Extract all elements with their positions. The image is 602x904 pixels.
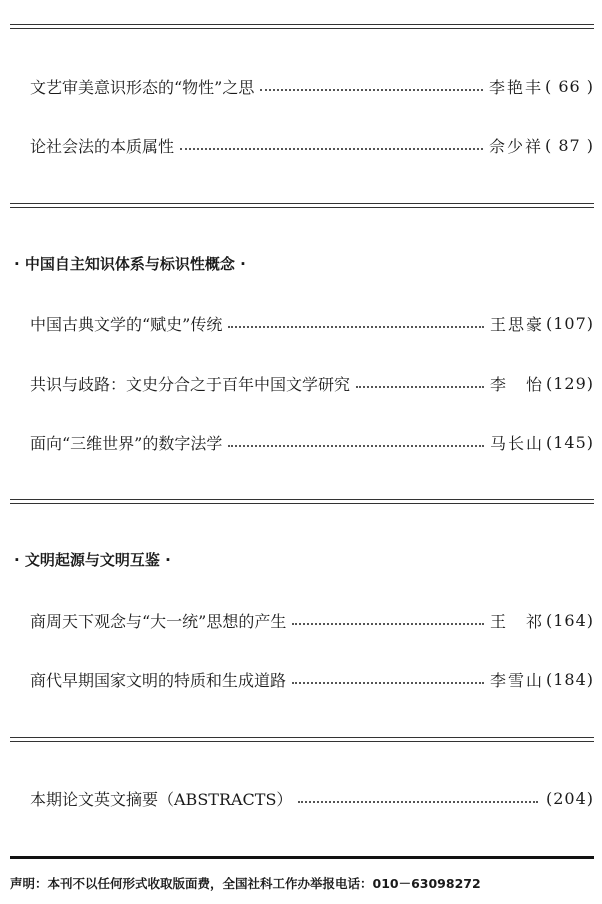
entry-title: 面向“三维世界”的数字法学: [30, 433, 223, 453]
toc-entry[interactable]: [30, 132, 594, 158]
toc-entry[interactable]: [30, 73, 594, 99]
entry-title: 中国古典文学的“赋史”传统: [30, 314, 223, 334]
entry-author: 佘少祥: [488, 136, 543, 156]
entry-page: ( 66 ): [544, 76, 594, 96]
section-heading: · 文明起源与文明互鉴 ·: [14, 550, 171, 569]
dot-leader: [260, 89, 483, 91]
toc-entry[interactable]: [30, 370, 594, 396]
dot-leader: [228, 445, 484, 447]
entry-title: 商周天下观念与“大一统”思想的产生: [30, 611, 287, 631]
section-divider-rule: [10, 203, 594, 208]
section-divider-rule: [10, 499, 594, 504]
entry-page: (145): [545, 432, 594, 452]
entry-title: 商代早期国家文明的特质和生成道路: [30, 670, 287, 690]
entry-author: 李艳丰: [488, 77, 543, 97]
dot-leader: [356, 386, 484, 388]
toc-entry[interactable]: [30, 429, 594, 455]
toc-entry[interactable]: [30, 666, 594, 692]
entry-page: (164): [545, 610, 594, 630]
footer-statement: 声明：本刊不以任何形式收取版面费，全国社科工作办举报电话：010－63098272: [10, 876, 481, 891]
toc-entry[interactable]: [30, 310, 594, 336]
section-heading: · 中国自主知识体系与标识性概念 ·: [14, 254, 246, 273]
entry-author: 李雪山: [489, 670, 544, 690]
entry-page: (107): [545, 313, 594, 333]
entry-page: (184): [545, 669, 594, 689]
dot-leader: [180, 148, 483, 150]
entry-page: (204): [545, 788, 594, 808]
section-divider-rule: [10, 737, 594, 742]
toc-entry[interactable]: [30, 607, 594, 633]
entry-author: 王 祁: [489, 611, 544, 631]
dot-leader: [292, 682, 484, 684]
dot-leader: [298, 801, 538, 803]
toc-entry-abstracts[interactable]: [30, 785, 594, 811]
entry-title: 论社会法的本质属性: [30, 136, 175, 156]
entry-page: (129): [545, 373, 594, 393]
entry-title: 文艺审美意识形态的“物性”之思: [30, 77, 255, 97]
entry-page: ( 87 ): [544, 135, 594, 155]
entry-title: 共识与歧路：文史分合之于百年中国文学研究: [30, 374, 351, 394]
entry-author: 李 怡: [489, 374, 544, 394]
dot-leader: [228, 326, 484, 328]
footer-rule: [10, 856, 594, 859]
dot-leader: [292, 623, 484, 625]
entry-author: 马长山: [489, 433, 544, 453]
top-double-rule: [10, 24, 594, 29]
entry-author: 王思豪: [489, 314, 544, 334]
entry-title: 本期论文英文摘要（ABSTRACTS）: [30, 789, 293, 809]
